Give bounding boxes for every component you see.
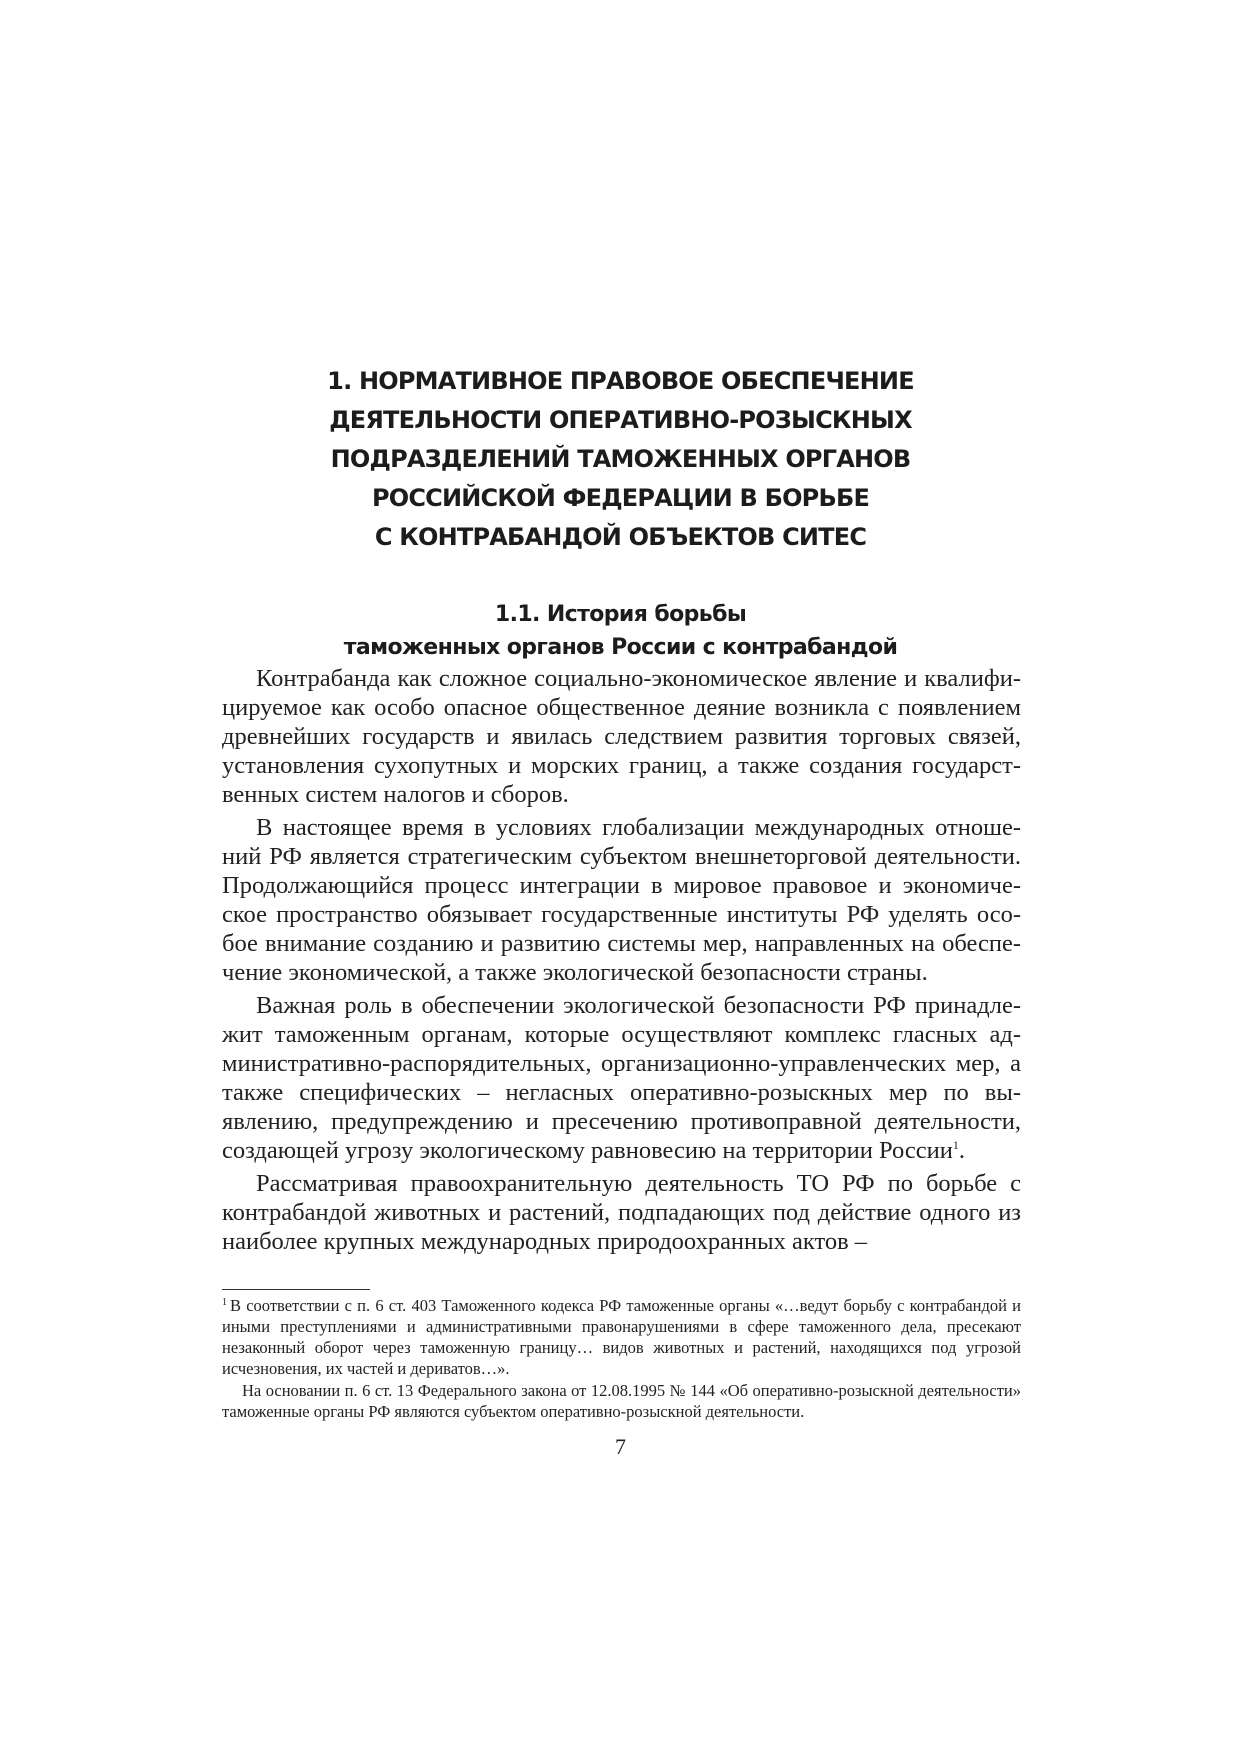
chapter-title-line: ДЕЯТЕЛЬНОСТИ ОПЕРАТИВНО-РОЗЫСКНЫХ bbox=[329, 406, 912, 434]
footnote-marker: 1 bbox=[222, 1297, 227, 1308]
footnote bbox=[222, 1295, 1021, 1379]
footnote: На основании п. 6 ст. 13 Федерального закона от 12.08.1995 № 144 «Об оперативно-розыскной деятельности» таможенные органы РФ являются субъектом оперативно-розыскной деятельности. bbox=[222, 1381, 1021, 1421]
page-number: 7 bbox=[615, 1434, 626, 1459]
footnote-reference[interactable]: 1 bbox=[952, 1138, 959, 1152]
footnote-text: В соответствии с п. 6 ст. 403 Таможенного кодекса РФ таможенные органы «…ведут борьбу с контрабандой и иными преступлениями и административными правонарушениями в сфере таможенного дела, пресекают незаконный оборот через таможенную границу… видов животных и растений, находящихся под угрозой исчезновения, их частей и дериватов…». bbox=[222, 1296, 1021, 1378]
paragraph-text: Важная роль в обеспечении экологической безопасности РФ принадлежит таможенным органам, которые осуществляют комплекс гласных административно-распорядительных, организационно-управленческих мер, а также специфических – негласных оперативно-розыскных мер по выявлению, предупреждению и пресечению противоправной деятельности, создающей угрозу экологическому равновесию на территории России bbox=[222, 992, 1021, 1164]
footnote-divider bbox=[222, 1289, 370, 1290]
chapter-title-line: С КОНТРАБАНДОЙ ОБЪЕКТОВ СИТЕС bbox=[374, 523, 867, 551]
chapter-title-line: ПОДРАЗДЕЛЕНИЙ ТАМОЖЕННЫХ ОРГАНОВ bbox=[330, 445, 911, 473]
paragraph-end-punctuation: . bbox=[958, 1137, 965, 1164]
section-title-line: таможенных органов России с контрабандой bbox=[343, 635, 898, 660]
chapter-title bbox=[200, 362, 1041, 557]
body-text bbox=[222, 664, 1021, 1256]
paragraph: Контрабанда как сложное социально-экономическое явление и квалифицируемое как особо опасное общественное деяние возникла с появлением древнейших государств и явилась следствием развития торговых связей, установления сухопутных и морских границ, а также создания государственных систем налогов и сборов. bbox=[222, 665, 1021, 808]
section-title bbox=[200, 598, 1041, 664]
chapter-title-line: РОССИЙСКОЙ ФЕДЕРАЦИИ В БОРЬБЕ bbox=[371, 484, 870, 512]
paragraph: Рассматривая правоохранительную деятельность ТО РФ по борьбе с контрабандой животных и растений, подпадающих под действие одного из наиболее крупных международных природоохранных актов – bbox=[222, 1170, 1021, 1255]
footnotes bbox=[222, 1295, 1021, 1422]
chapter-title-line: 1. НОРМАТИВНОЕ ПРАВОВОЕ ОБЕСПЕЧЕНИЕ bbox=[327, 367, 914, 395]
section-title-line: 1.1. История борьбы bbox=[494, 602, 747, 627]
paragraph bbox=[222, 991, 1021, 1165]
paragraph: В настоящее время в условиях глобализации международных отношений РФ является стратегическим субъектом внешнеторговой деятельности. Продолжающийся процесс интеграции в мировое правовое и экономическое пространство обязывает государственные институты РФ уделять особое внимание созданию и развитию системы мер, направленных на обеспечение экономической, а также экологической безопасности страны. bbox=[222, 814, 1021, 986]
